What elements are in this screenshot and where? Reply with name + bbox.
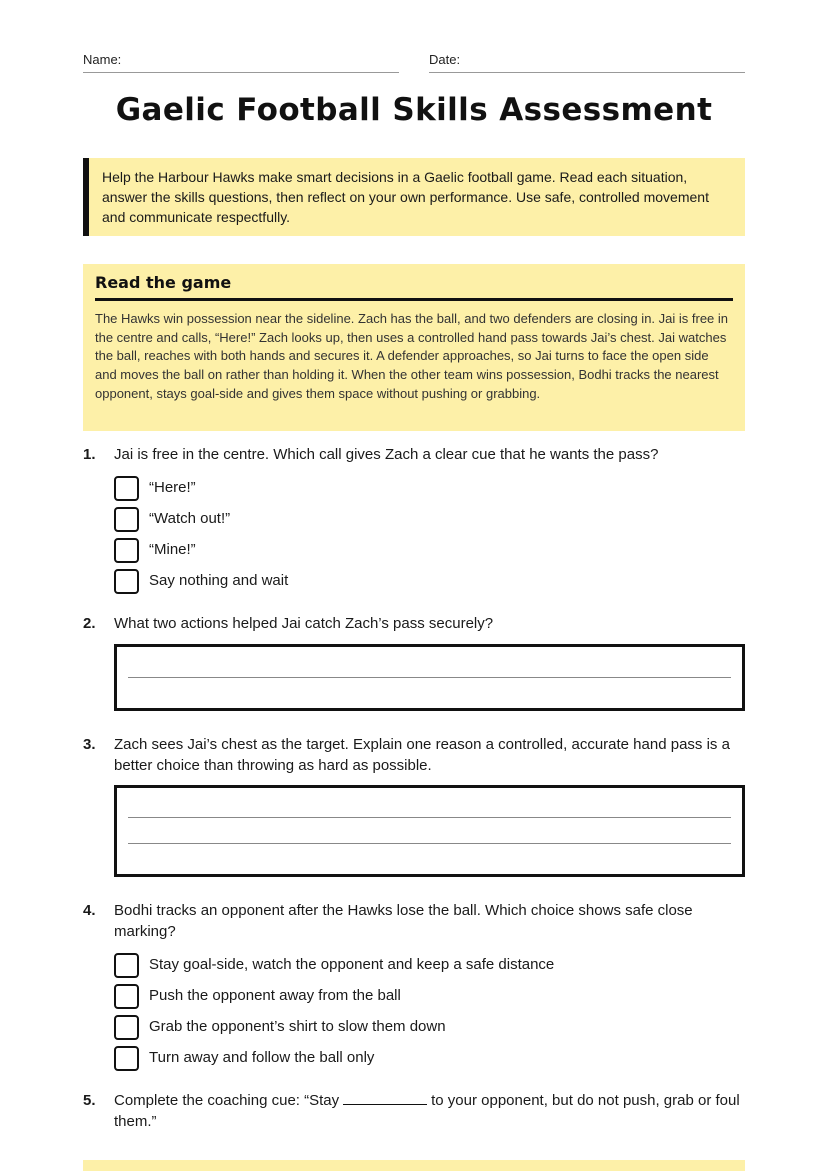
fill-in-blank[interactable] — [343, 1090, 427, 1105]
checkbox[interactable] — [114, 953, 139, 978]
option-label: Grab the opponent’s shirt to slow them down — [149, 1018, 446, 1035]
q3-answer-box[interactable] — [114, 785, 745, 877]
checkbox[interactable] — [114, 538, 139, 563]
question-5 — [83, 1090, 745, 1132]
page-title: Gaelic Football Skills Assessment — [115, 92, 713, 128]
date-label: Date: — [429, 52, 461, 67]
option-label: Say nothing and wait — [149, 572, 289, 589]
option-label: “Watch out!” — [149, 510, 231, 527]
read-the-game-section — [83, 264, 745, 431]
option-label: Turn away and follow the ball only — [149, 1049, 375, 1066]
cue-text-before: Complete the coaching cue: “Stay — [114, 1092, 340, 1109]
question-number: 2. — [83, 615, 96, 632]
q2-answer-box[interactable] — [114, 644, 745, 711]
question-number: 1. — [83, 446, 96, 463]
read-the-game-heading: Read the game — [95, 273, 733, 301]
option-label: Stay goal-side, watch the opponent and keep a safe distance — [149, 956, 555, 973]
answer-line — [128, 817, 731, 818]
question-text: What two actions helped Jai catch Zach’s pass securely? — [114, 615, 494, 632]
name-date-row — [83, 50, 745, 73]
date-field[interactable] — [429, 50, 745, 73]
checkbox[interactable] — [114, 984, 139, 1009]
checkbox[interactable] — [114, 1015, 139, 1040]
next-section-strip — [83, 1160, 745, 1171]
option-label: Push the opponent away from the ball — [149, 987, 401, 1004]
question-text: Zach sees Jai’s chest as the target. Explain one reason a controlled, accurate hand pass is a better choice than throwing as hard as possible. — [114, 736, 730, 774]
checkbox[interactable] — [114, 507, 139, 532]
question-text: Bodhi tracks an opponent after the Hawks lose the ball. Which choice shows safe close marking? — [114, 902, 693, 940]
question-text: Jai is free in the centre. Which call gives Zach a clear cue that he wants the pass? — [114, 446, 659, 463]
checkbox[interactable] — [114, 1046, 139, 1071]
question-text — [114, 1090, 745, 1132]
checkbox[interactable] — [114, 476, 139, 501]
option-label: “Mine!” — [149, 541, 196, 558]
read-the-game-text: The Hawks win possession near the sideline. Zach has the ball, and two defenders are closing in. Jai is free in the centre and calls, “Here!” Zach looks up, then uses a controlled hand pass towards Jai’s chest. Jai watches the ball, reaches with both hands and secures it. A defender approaches, so Jai turns to face the open side and moves the ball on rather than holding it. When the other team wins possession, Bodhi tracks the nearest opponent, stays goal-side and gives them space without pushing or grabbing. — [95, 311, 729, 401]
name-field[interactable] — [83, 50, 399, 73]
question-number: 5. — [83, 1092, 96, 1109]
name-label: Name: — [83, 52, 122, 67]
question-number: 4. — [83, 902, 96, 919]
question-4 — [83, 900, 745, 942]
cue-text-after: to your opponent, but do not push, grab or foul them.” — [114, 1092, 740, 1130]
question-3 — [83, 734, 745, 776]
option-label: “Here!” — [149, 479, 196, 496]
question-number: 3. — [83, 736, 96, 753]
answer-line — [128, 843, 731, 844]
checkbox[interactable] — [114, 569, 139, 594]
intro-callout: Help the Harbour Hawks make smart decisions in a Gaelic football game. Read each situation, answer the skills questions, then reflect on your own performance. Use safe, controlled movement and communicate respectfully. — [83, 158, 745, 236]
answer-line — [128, 677, 731, 678]
